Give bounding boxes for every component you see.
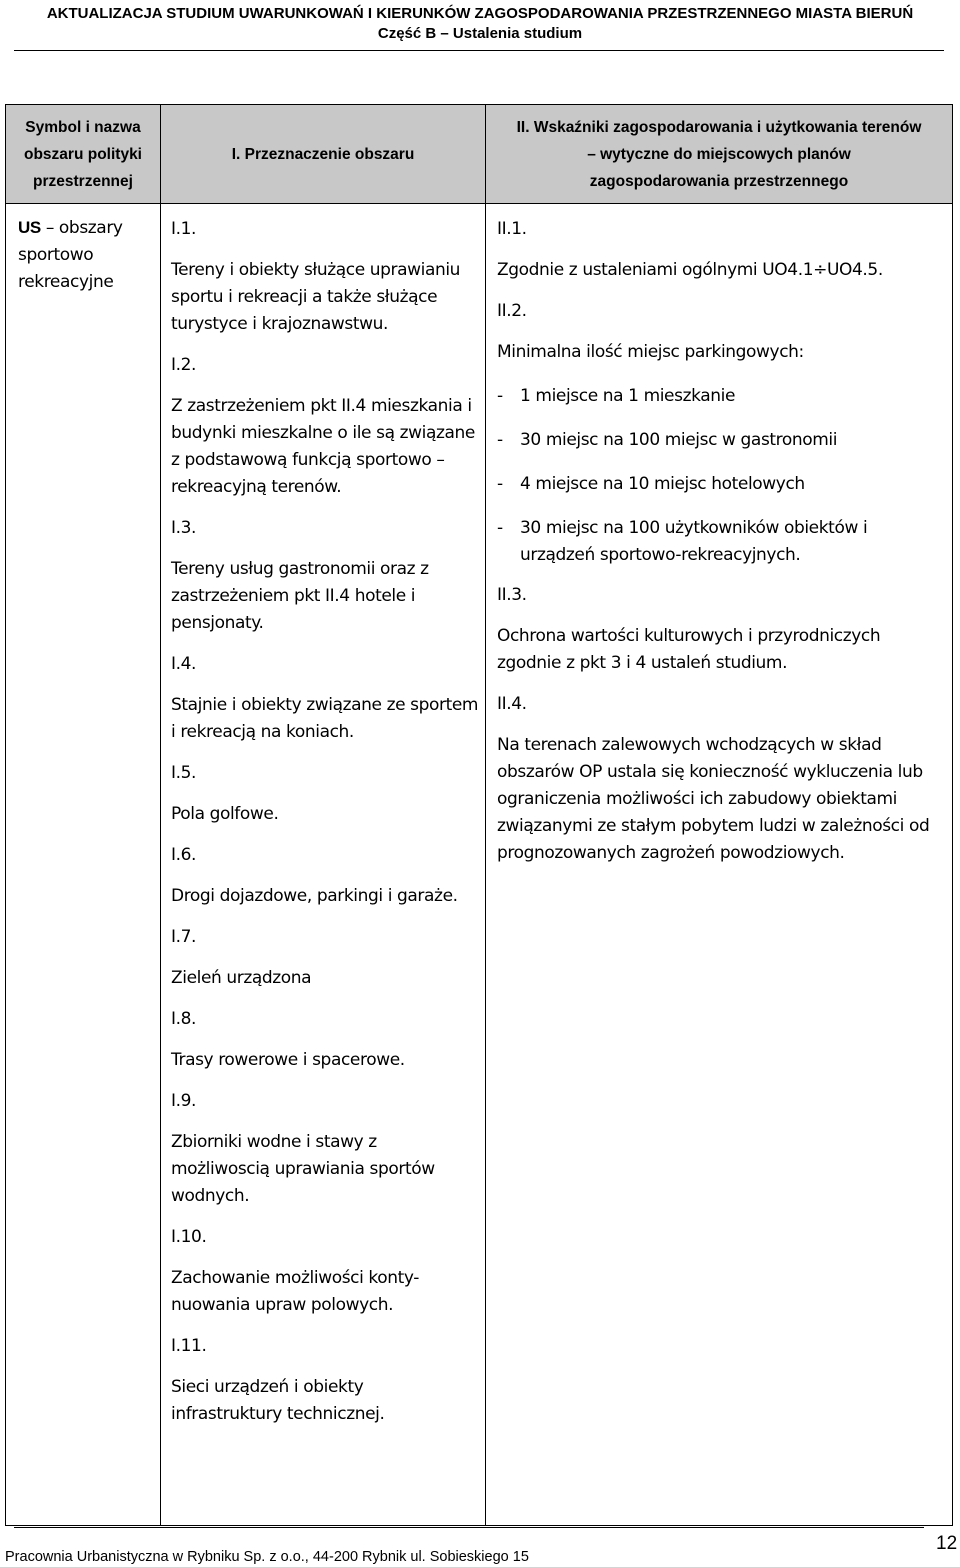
area-cell xyxy=(6,204,161,1526)
list-item-number: I.10. xyxy=(171,1227,207,1247)
przeznaczenie-list xyxy=(171,216,479,1428)
section-text: Ochrona wartości kulturowych i przyrodniczych zgodnie z pkt 3 i 4 ustaleń studium. xyxy=(497,626,881,673)
parking-rule-text: 1 miejsce na 1 mieszkanie xyxy=(520,386,736,406)
footer-divider xyxy=(14,1527,924,1528)
list-item-number: I.9. xyxy=(171,1091,197,1111)
footer-text: Pracownia Urbanistyczna w Rybniku Sp. z o.o., 44-200 Rybnik ul. Sobieskiego 15 xyxy=(5,1549,529,1565)
list-item-text: Zieleń urządzona xyxy=(171,968,312,988)
area-symbol: US xyxy=(18,218,41,237)
dash-marker: - xyxy=(497,430,503,450)
list-item-number: I.5. xyxy=(171,763,197,783)
list-item-number: I.3. xyxy=(171,518,197,538)
table-header-row xyxy=(6,105,953,204)
table-row xyxy=(6,204,953,1526)
list-item-text: Stajnie i obiekty związane ze sportem i rekreacją na koniach. xyxy=(171,695,479,742)
header-symbol: Symbol i nazwa obszaru polityki przestrzennej xyxy=(6,105,161,204)
header-wskazniki: II. Wskaźniki zagospodarowania i użytkowania terenów – wytyczne do miejscowych planów zagospodarowania przestrzennego xyxy=(486,105,953,204)
list-item-number: I.2. xyxy=(171,355,197,375)
parking-rule-text: 30 miejsc na 100 miejsc w gastronomii xyxy=(520,430,838,450)
list-item-text: Zbiorniki wodne i stawy z możliwoscią uprawiania sportów wodnych. xyxy=(171,1132,435,1206)
list-item-number: I.6. xyxy=(171,845,197,865)
dash-marker: - xyxy=(497,474,503,494)
section-number: II.3. xyxy=(497,585,527,605)
section-text: Minimalna ilość miejsc parkingowych: xyxy=(497,342,804,362)
list-item xyxy=(497,515,946,569)
parking-list xyxy=(497,383,946,569)
wskazniki-cell xyxy=(486,204,953,1526)
section-number: II.1. xyxy=(497,219,527,239)
list-item-text: Trasy rowerowe i spacerowe. xyxy=(171,1050,405,1070)
section-number: II.2. xyxy=(497,301,527,321)
section-text: Na terenach zalewowych wchodzących w skład obszarów OP ustala się konieczność wykluczenia lub ograniczenia możliwości ich zabudowy obiektami związanymi ze stałym pobytem ludzi w zależności od prognozowanych zagrożeń powodziowych. xyxy=(497,735,930,863)
przeznaczenie-cell xyxy=(161,204,486,1526)
list-item-number: I.4. xyxy=(171,654,197,674)
header-subtitle: Część B – Ustalenia studium xyxy=(377,25,583,42)
list-item-text: Sieci urządzeń i obiekty infrastruktury technicznej. xyxy=(171,1377,385,1424)
list-item-number: I.1. xyxy=(171,219,197,239)
list-item-number: I.7. xyxy=(171,927,197,947)
section-text: Zgodnie z ustaleniami ogólnymi UO4.1÷UO4.5. xyxy=(497,260,883,280)
header-title: AKTUALIZACJA STUDIUM UWARUNKOWAŃ I KIERUNKÓW ZAGOSPODAROWANIA PRZESTRZENNEGO MIASTA BIERUŃ xyxy=(46,5,914,22)
section-number: II.4. xyxy=(497,694,527,714)
list-item-text: Z zastrzeżeniem pkt II.4 mieszkania i budynki mieszkalne o ile są związane z podstawową funkcją sportowo – rekreacyjną terenów. xyxy=(171,396,475,497)
list-item-text: Tereny i obiekty służące uprawianiu sportu i rekreacji a także służące turystyce i krajoznawstwu. xyxy=(171,260,461,334)
policy-table xyxy=(5,104,953,1526)
list-item xyxy=(497,471,946,498)
list-item xyxy=(497,383,946,410)
list-item-text: Pola golfowe. xyxy=(171,804,279,824)
list-item-text: Zachowanie możliwości konty- nuowania upraw polowych. xyxy=(171,1268,420,1315)
header-divider xyxy=(14,50,944,51)
parking-rule-text: 4 miejsce na 10 miejsc hotelowych xyxy=(520,474,805,494)
header-przeznaczenie: I. Przeznaczenie obszaru xyxy=(161,105,486,204)
dash-marker: - xyxy=(497,518,503,538)
page-number: 12 xyxy=(936,1533,958,1554)
list-item-text: Tereny usług gastronomii oraz z zastrzeżeniem pkt II.4 hotele i pensjonaty. xyxy=(171,559,429,633)
area-name: – obszary sportowo rekreacyjne xyxy=(18,218,123,292)
list-item-number: I.11. xyxy=(171,1336,207,1356)
document-header xyxy=(0,4,960,44)
parking-rule-text: 30 miejsc na 100 użytkowników obiektów i urządzeń sportowo-rekreacyjnych. xyxy=(520,518,868,565)
list-item xyxy=(497,427,946,454)
dash-marker: - xyxy=(497,386,503,406)
list-item-number: I.8. xyxy=(171,1009,197,1029)
list-item-text: Drogi dojazdowe, parkingi i garaże. xyxy=(171,886,458,906)
